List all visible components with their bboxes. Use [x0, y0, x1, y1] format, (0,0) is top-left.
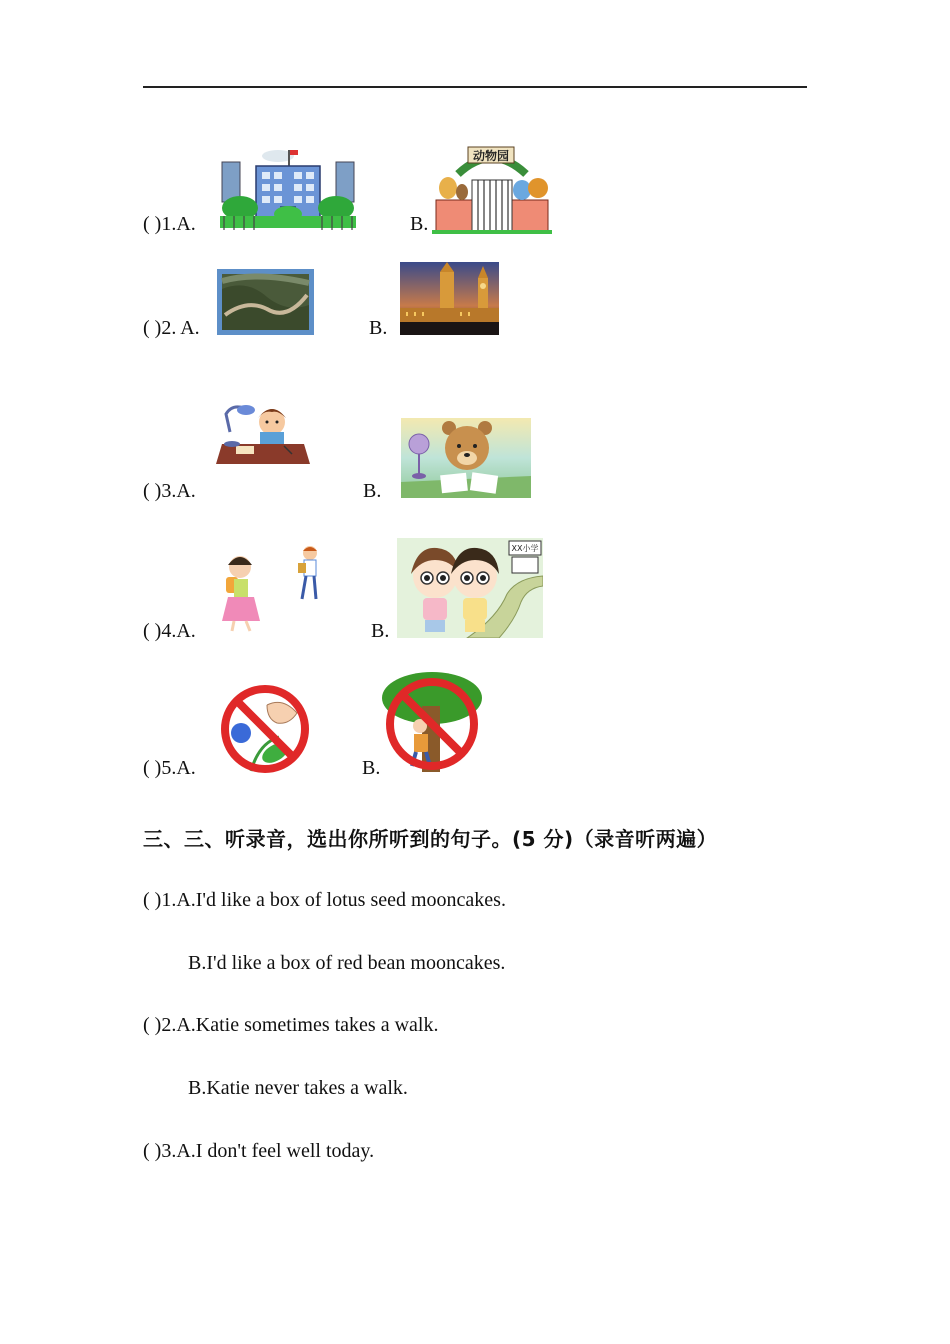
children-going-to-school-picture: [216, 543, 330, 635]
no-climbing-trees-sign: [380, 672, 482, 774]
q3-prefix: ( )3.A.: [143, 480, 196, 502]
listen-q2-option-b: B.Katie never takes a walk.: [188, 1077, 408, 1099]
listen-q1-option-a: ( )1.A.I'd like a box of lotus seed mooncakes.: [143, 889, 506, 911]
listen-q3-option-a: ( )3.A.I don't feel well today.: [143, 1140, 375, 1162]
q5-prefix: ( )5.A.: [143, 757, 196, 779]
q2-option-b: B.: [369, 317, 388, 339]
big-ben-london-picture: [400, 262, 499, 335]
zoo-gate-picture: [432, 144, 552, 234]
q4-prefix: ( )4.A.: [143, 620, 196, 642]
zoo-sign: 动物园: [472, 149, 510, 163]
girls-walking-to-school-picture: [397, 538, 543, 638]
q2-prefix: ( )2. A.: [143, 317, 200, 339]
q5-option-b: B.: [362, 757, 381, 779]
school-sign: XX小学: [511, 544, 539, 553]
boy-studying-at-desk-picture: [212, 394, 312, 468]
bear-doing-homework-picture: [401, 418, 531, 498]
school-building-picture: [220, 146, 356, 230]
q3-option-b: B.: [363, 480, 382, 502]
section-heading: 三、三、听录音，选出你所听到的句子。(5 分)（录音听两遍）: [143, 827, 718, 851]
listen-q1-option-b: B.I'd like a box of red bean mooncakes.: [188, 952, 506, 974]
listen-q2-option-a: ( )2.A.Katie sometimes takes a walk.: [143, 1014, 439, 1036]
q1-prefix: ( )1.A.: [143, 213, 196, 235]
header-rule: [143, 86, 807, 88]
q4-option-b: B.: [371, 620, 390, 642]
great-wall-picture: [217, 269, 314, 335]
q1-option-b: B.: [410, 213, 429, 235]
no-picking-flowers-sign: [219, 683, 311, 775]
